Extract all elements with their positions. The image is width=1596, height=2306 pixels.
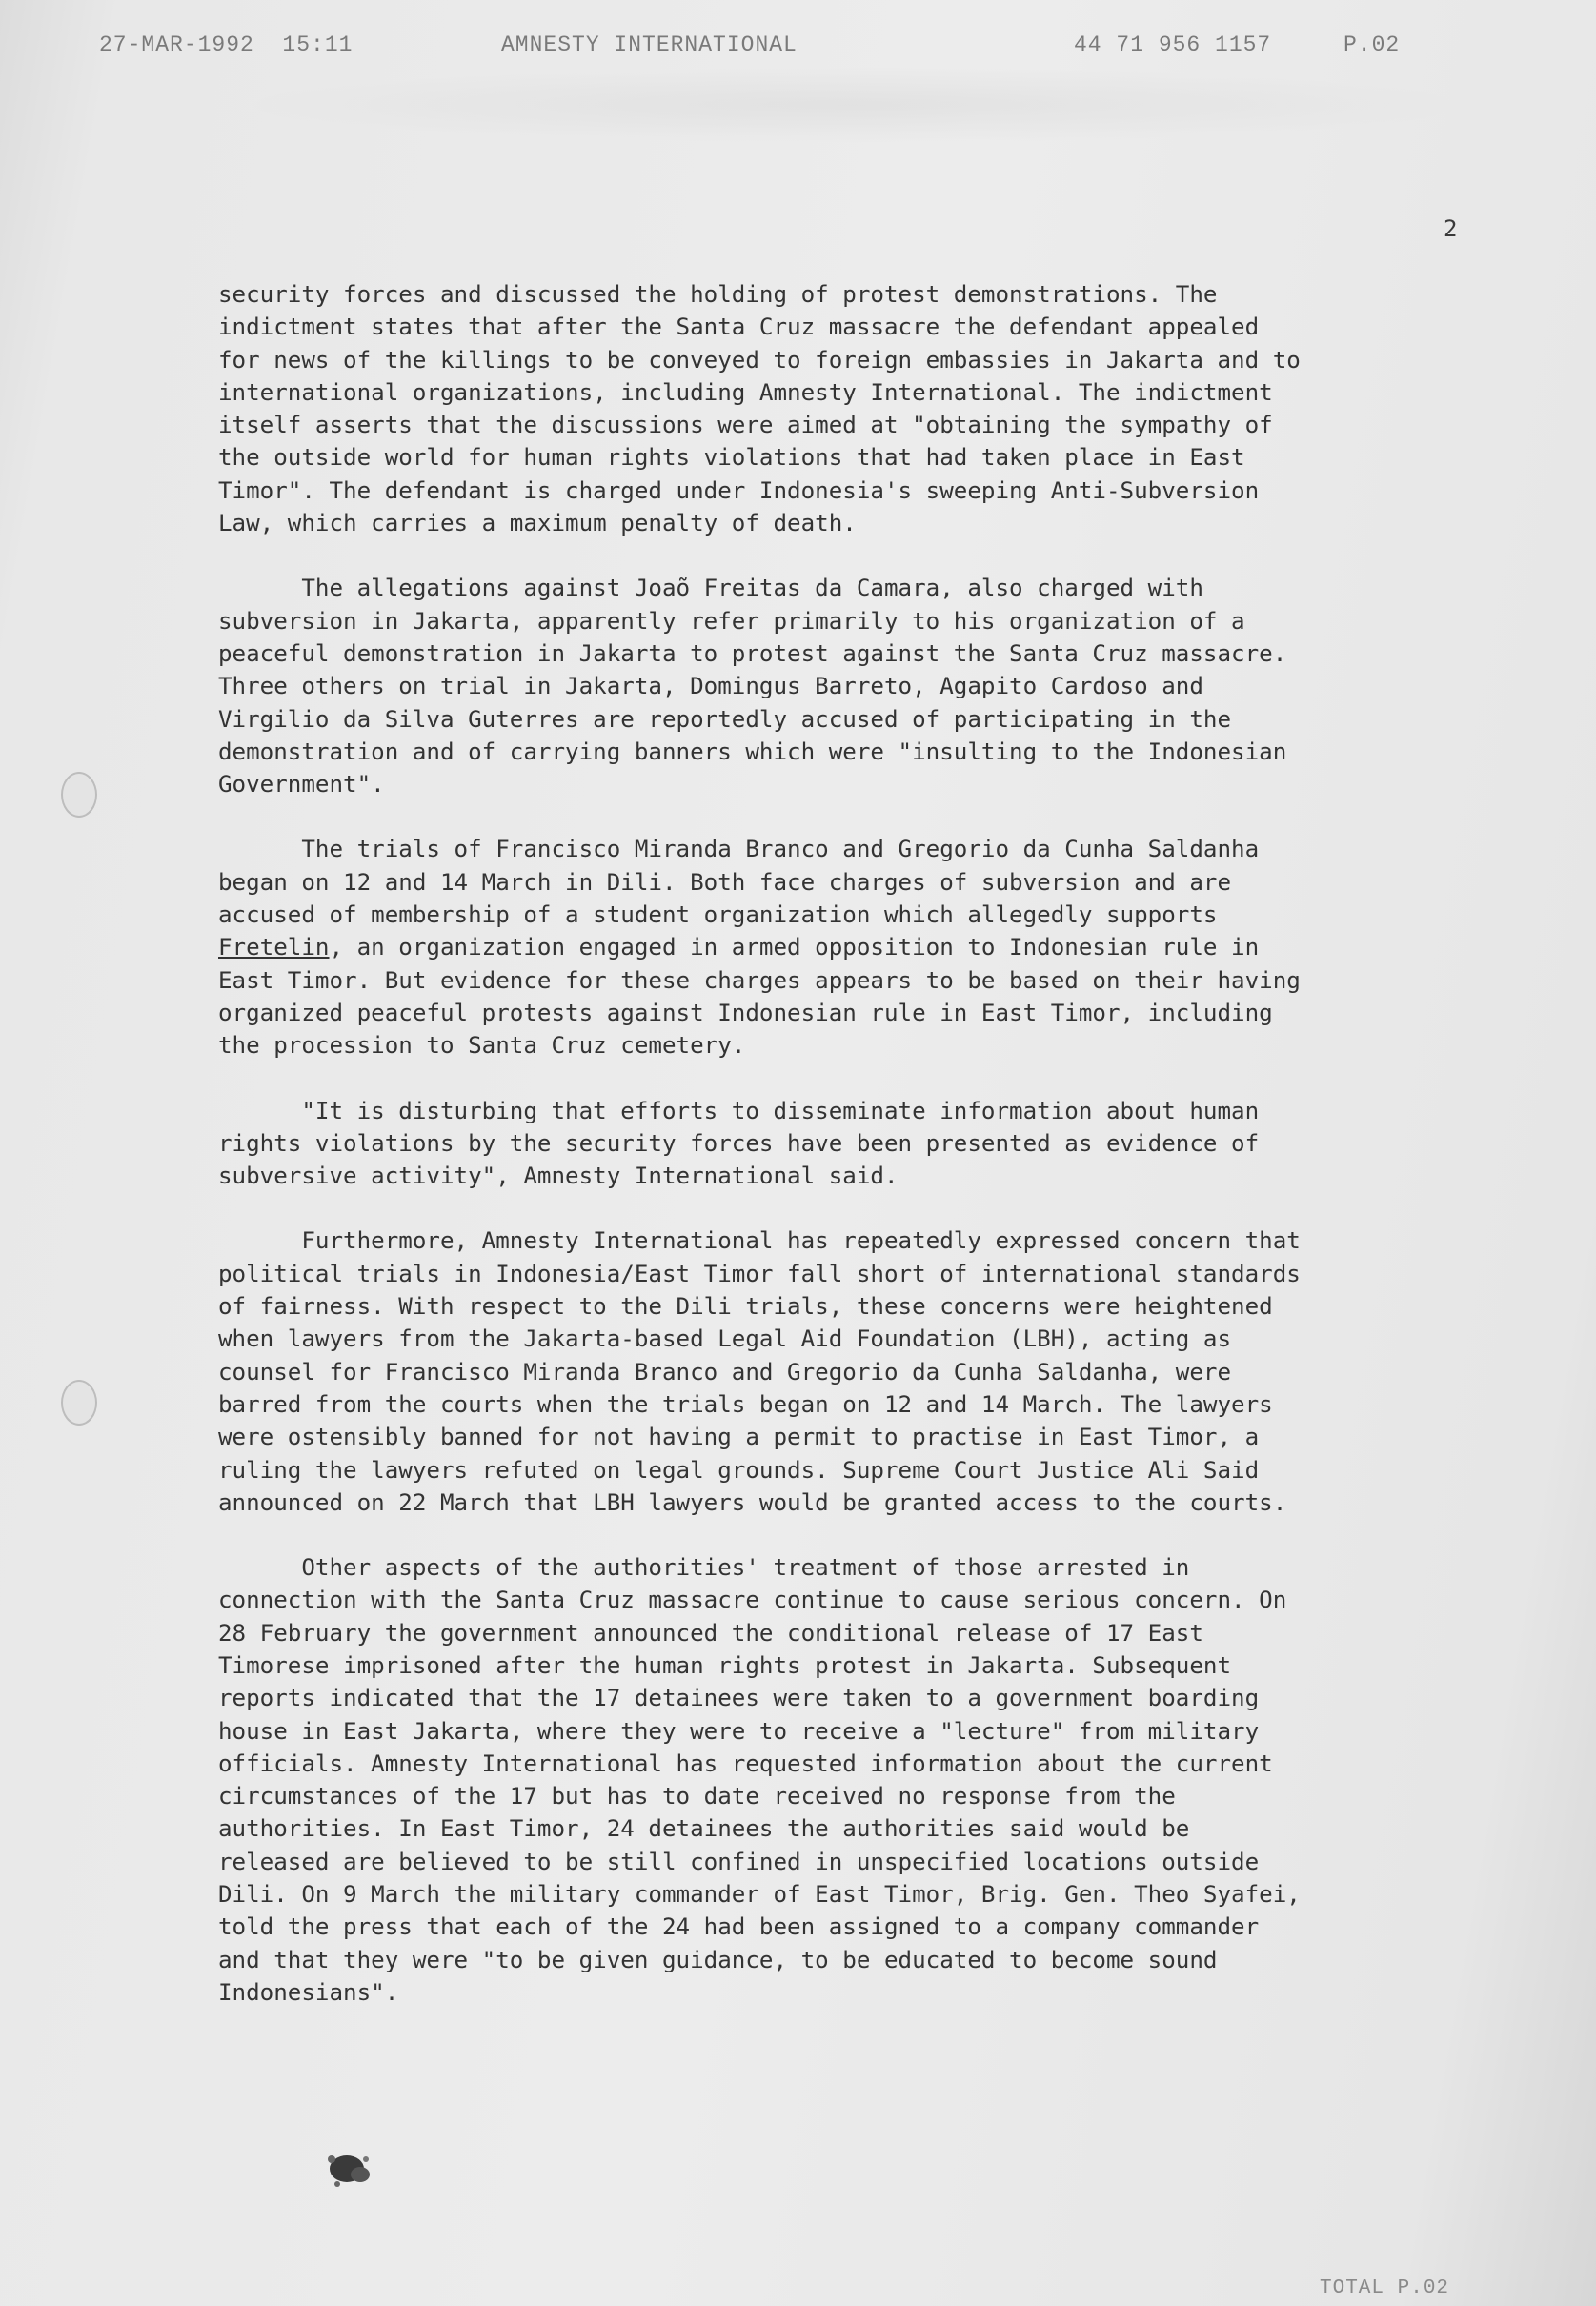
text-line: ruling the lawyers refuted on legal grounds. Supreme Court Justice Ali Said (218, 1456, 1260, 1484)
text-line: accused of membership of a student organization which allegedly supports (218, 901, 1218, 929)
text-line: began on 12 and 14 March in Dili. Both face charges of subversion and are (218, 868, 1232, 896)
text-line: indictment states that after the Santa Cruz massacre the defendant appealed (218, 314, 1260, 341)
text-line: and that they were "to be given guidance, to be educated to become sound (218, 1946, 1218, 1973)
fax-page-label: P.02 (1343, 32, 1401, 57)
text-line: the procession to Santa Cruz cemetery. (218, 1032, 746, 1060)
fax-header (0, 32, 1596, 61)
text-line: Furthermore, Amnesty International has repeatedly expressed concern that (218, 1227, 1301, 1255)
text-line: officials. Amnesty International has requested information about the current (218, 1750, 1273, 1777)
text-line: released are believed to be still confined in unspecified locations outside (218, 1848, 1260, 1875)
text-line: international organizations, including Amnesty International. The indictment (218, 378, 1273, 406)
paragraph (218, 1095, 1476, 1193)
text-line: announced on 22 March that LBH lawyers would be granted access to the courts. (218, 1488, 1287, 1516)
paragraph (218, 1551, 1476, 2009)
fax-smudge (238, 67, 1477, 143)
text-line: Timorese imprisoned after the human rights protest in Jakarta. Subsequent (218, 1651, 1232, 1679)
fax-datetime: 27-MAR-1992 15:11 (99, 32, 354, 57)
text-line: Fretelin, an organization engaged in armed opposition to Indonesian rule in (218, 934, 1260, 961)
text-line: reports indicated that the 17 detainees were taken to a government boarding (218, 1685, 1260, 1712)
text-line: rights violations by the security forces have been presented as evidence of (218, 1129, 1260, 1157)
text-line: barred from the courts when the trials began on 12 and 14 March. The lawyers (218, 1390, 1273, 1418)
punch-hole (61, 772, 97, 818)
paragraph (218, 572, 1476, 800)
text-line: were ostensibly banned for not having a permit to practise in East Timor, a (218, 1424, 1260, 1451)
text-line: subversive activity", Amnesty International said. (218, 1163, 899, 1190)
text-line: circumstances of the 17 but has to date received no response from the (218, 1783, 1176, 1810)
text-line: subversion in Jakarta, apparently refer primarily to his organization of a (218, 607, 1245, 635)
text-line: Indonesians". (218, 1978, 399, 2006)
text-line: the outside world for human rights violations that had taken place in East (218, 444, 1245, 472)
body-text (218, 278, 1476, 2041)
text-line: organized peaceful protests against Indonesian rule in East Timor, including (218, 999, 1273, 1026)
fax-total-pages: TOTAL P.02 (1320, 2277, 1450, 2299)
text-line: counsel for Francisco Miranda Branco and Gregorio da Cunha Saldanha, were (218, 1358, 1232, 1386)
text-line: connection with the Santa Cruz massacre continue to cause serious concern. On (218, 1587, 1287, 1614)
ink-blot (318, 2146, 379, 2194)
fax-sender: AMNESTY INTERNATIONAL (501, 32, 798, 57)
text-line: demonstration and of carrying banners which were "insulting to the Indonesian (218, 738, 1287, 765)
underlined-word: Fretelin (218, 934, 330, 961)
text-line: told the press that each of the 24 had been assigned to a company commander (218, 1913, 1260, 1941)
fax-phone: 44 71 956 1157 (1074, 32, 1272, 57)
text-line: East Timor. But evidence for these charges appears to be based on their having (218, 966, 1301, 994)
text-line: house in East Jakarta, where they were to receive a "lecture" from military (218, 1717, 1260, 1745)
paragraph (218, 833, 1476, 1062)
text-line: itself asserts that the discussions were aimed at "obtaining the sympathy of (218, 412, 1273, 439)
text-line: Law, which carries a maximum penalty of death. (218, 510, 857, 537)
text-line: Timor". The defendant is charged under Indonesia's sweeping Anti-Subversion (218, 476, 1260, 504)
text-line: The allegations against Joaõ Freitas da Camara, also charged with (218, 575, 1203, 602)
text-line: security forces and discussed the holding of protest demonstrations. The (218, 281, 1218, 308)
text-line: 28 February the government announced the conditional release of 17 East (218, 1619, 1203, 1647)
text-line: for news of the killings to be conveyed to foreign embassies in Jakarta and to (218, 346, 1301, 374)
punch-hole (61, 1380, 97, 1426)
paragraph (218, 278, 1476, 539)
text-line: Three others on trial in Jakarta, Domingus Barreto, Agapito Cardoso and (218, 673, 1203, 700)
text-line: "It is disturbing that efforts to disseminate information about human (218, 1097, 1260, 1124)
page-number: 2 (1444, 215, 1458, 242)
paragraph (218, 1224, 1476, 1519)
text-line: Virgilio da Silva Guterres are reportedly accused of participating in the (218, 705, 1232, 733)
text-line: Government". (218, 771, 385, 799)
text-line: Other aspects of the authorities' treatment of those arrested in (218, 1554, 1190, 1582)
text-line: The trials of Francisco Miranda Branco and Gregorio da Cunha Saldanha (218, 836, 1260, 863)
text-line: Dili. On 9 March the military commander of East Timor, Brig. Gen. Theo Syafei, (218, 1881, 1301, 1909)
text-line: of fairness. With respect to the Dili trials, these concerns were heightened (218, 1293, 1273, 1321)
text-line: authorities. In East Timor, 24 detainees the authorities said would be (218, 1815, 1190, 1843)
text-line: political trials in Indonesia/East Timor fall short of international standards (218, 1260, 1301, 1287)
text-line: when lawyers from the Jakarta-based Legal Aid Foundation (LBH), acting as (218, 1325, 1232, 1353)
text-line: peaceful demonstration in Jakarta to protest against the Santa Cruz massacre. (218, 639, 1287, 667)
